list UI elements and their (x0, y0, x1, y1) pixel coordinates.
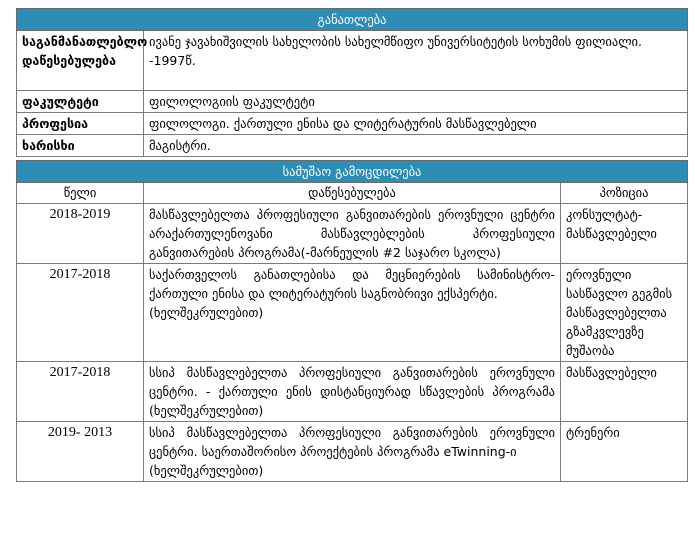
work-year: 2017-2018 (17, 362, 144, 422)
table-row (17, 264, 688, 362)
work-institution (144, 264, 561, 362)
faculty-label: ფაკულტეტი (17, 91, 144, 113)
profession-value: ფილოლოგი. ქართული ენისა და ლიტერატურის მასწავლებელი (144, 113, 688, 135)
work-line: საქართველოს განათლებისა და მეცნიერების სამინისტრო- ქართული ენისა და ლიტერატურის საგნობრივი ექსპერტი. (149, 267, 555, 301)
education-header: განათლება (17, 9, 688, 31)
institution-label: საგანმანათლებლო დაწესებულება (17, 31, 144, 91)
work-institution (144, 422, 561, 482)
institution-value: ივანე ჯავახიშვილის სახელობის სახელმწიფო უნივერსიტეტის სოხუმის ფილიალი. -1997წ. (144, 31, 688, 91)
faculty-value: ფილოლოგიის ფაკულტეტი (144, 91, 688, 113)
work-year: 2019- 2013 (17, 422, 144, 482)
work-line: (ხელშეკრულებით) (149, 305, 264, 320)
degree-label: ხარისხი (17, 135, 144, 157)
work-institution (144, 204, 561, 264)
education-table (16, 8, 688, 157)
work-position: ეროვნული სასწავლო გეგმის მასწავლებელთა გზამკვლევზე მუშაობა (561, 264, 688, 362)
education-row (17, 31, 688, 91)
work-year: 2017-2018 (17, 264, 144, 362)
work-line: (ხელშეკრულებით) (149, 463, 264, 478)
work-line: სსიპ მასწავლებელთა პროფესიული განვითარების ეროვნული ცენტრი. საერთაშორისო პროექტების პროგრამა eTwinning-ი (149, 425, 555, 459)
table-row (17, 422, 688, 482)
education-row (17, 113, 688, 135)
work-column-headers (17, 183, 688, 204)
column-institution: დაწესებულება (144, 183, 561, 204)
column-year: წელი (17, 183, 144, 204)
work-position: ტრენერი (561, 422, 688, 482)
work-year: 2018-2019 (17, 204, 144, 264)
work-header: სამუშაო გამოცდილება (17, 161, 688, 183)
column-position: პოზიცია (561, 183, 688, 204)
table-row (17, 204, 688, 264)
profession-label: პროფესია (17, 113, 144, 135)
education-row (17, 91, 688, 113)
work-line: სსიპ მასწავლებელთა პროფესიული განვითარების ეროვნული ცენტრი. - ქართული ენის დისტანციურად სწავლების პროგრამა (ხელშეკრულებით) (149, 365, 555, 418)
work-institution (144, 362, 561, 422)
work-position: კონსულტატ-მასწავლებელი (561, 204, 688, 264)
education-row (17, 135, 688, 157)
work-table (16, 160, 688, 482)
table-row (17, 362, 688, 422)
work-position: მასწავლებელი (561, 362, 688, 422)
degree-value: მაგისტრი. (144, 135, 688, 157)
work-line: მასწავლებელთა პროფესიული განვითარების ეროვნული ცენტრი არაქართულენოვანი მასწავლებლების პროფესიული განვითარების პროგრამა(-მარნეულის #2 საჯარო სკოლა) (149, 207, 555, 260)
